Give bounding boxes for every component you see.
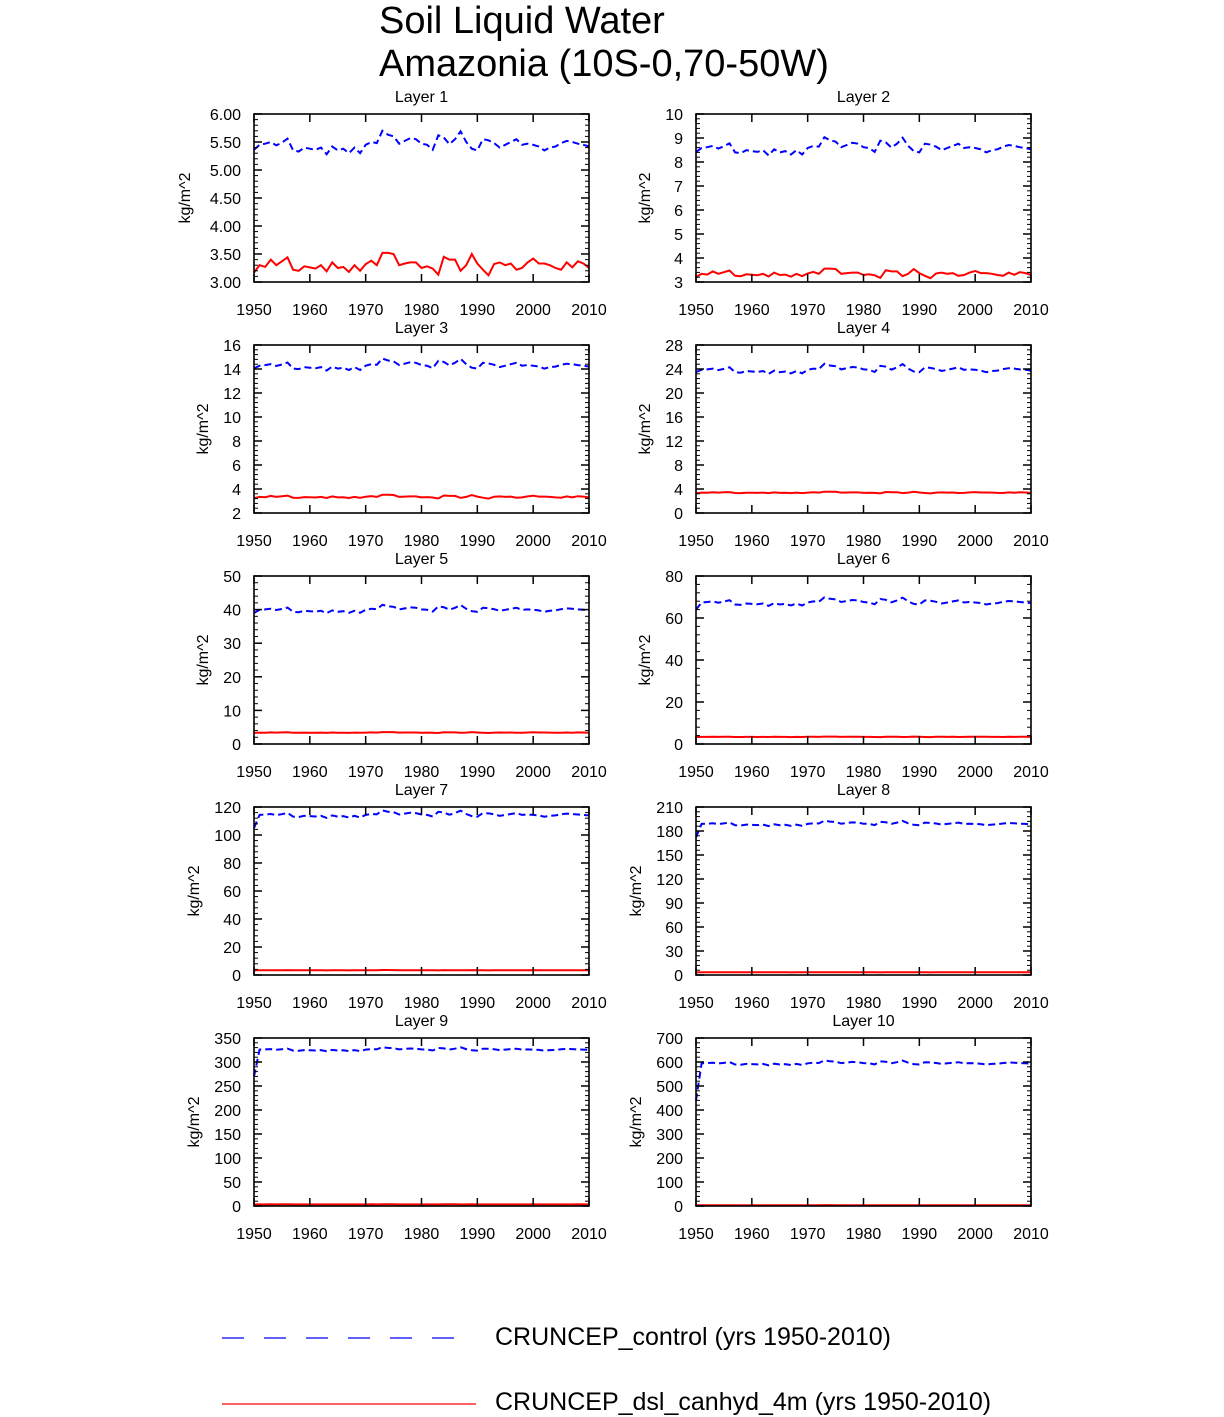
panel-1	[177, 89, 607, 319]
plot-frame	[696, 114, 1031, 282]
y-tick-label: 80	[665, 569, 683, 586]
x-tick-label: 1950	[678, 1226, 714, 1243]
y-tick-label: 0	[674, 968, 683, 985]
y-tick-label: 10	[665, 107, 683, 124]
plot-frame	[254, 345, 589, 513]
panel-7	[186, 782, 607, 1012]
x-tick-label: 2000	[515, 533, 551, 550]
x-tick-label: 1970	[347, 1226, 384, 1243]
panel-9	[186, 1013, 607, 1243]
series-dsl-line	[254, 495, 589, 499]
y-tick-label: 40	[223, 602, 241, 620]
y-tick-label: 3.50	[209, 247, 241, 264]
y-tick-label: 16	[665, 410, 683, 427]
x-tick-label: 2010	[1013, 764, 1049, 781]
y-tick-label: 12	[665, 434, 683, 451]
y-tick-label: 200	[214, 1103, 241, 1120]
y-tick-label: 50	[223, 1175, 241, 1192]
panel-title: Layer 9	[394, 1013, 449, 1030]
plot-frame	[254, 1038, 589, 1206]
y-tick-label: 100	[214, 828, 241, 845]
x-tick-label: 2000	[515, 302, 551, 319]
panel-title: Layer 3	[394, 320, 449, 337]
y-tick-label: 120	[656, 872, 683, 889]
y-tick-label: 80	[223, 856, 241, 873]
y-tick-label: 5	[674, 227, 683, 244]
y-tick-label: 30	[223, 636, 241, 654]
y-tick-label: 3.00	[209, 275, 241, 292]
x-tick-label: 2010	[571, 1226, 607, 1243]
x-tick-label: 2010	[571, 533, 607, 550]
y-tick-label: 300	[214, 1055, 241, 1072]
x-tick-label: 2000	[515, 1226, 551, 1243]
y-tick-label: 350	[214, 1031, 241, 1048]
y-tick-label: 10	[223, 703, 241, 721]
x-tick-label: 1970	[789, 302, 826, 319]
y-tick-label: 20	[665, 695, 683, 712]
x-tick-label: 1960	[292, 533, 328, 550]
x-tick-label: 1960	[292, 302, 328, 319]
y-tick-label: 150	[656, 848, 683, 865]
y-tick-label: 100	[214, 1151, 241, 1168]
x-tick-label: 1960	[292, 1226, 328, 1243]
series-dsl-line	[254, 253, 589, 275]
panel-title: Layer 10	[832, 1013, 895, 1030]
series-control-line	[254, 131, 589, 155]
panel-title: Layer 5	[394, 551, 449, 568]
x-tick-label: 1950	[236, 995, 272, 1012]
y-tick-label: 90	[665, 896, 683, 913]
y-tick-label: 30	[665, 944, 683, 961]
x-tick-label: 2010	[571, 302, 607, 319]
y-tick-label: 0	[674, 737, 683, 754]
x-tick-label: 1950	[236, 302, 272, 319]
panel-4	[637, 320, 1049, 550]
x-tick-label: 2000	[957, 533, 993, 550]
y-tick-label: 60	[665, 611, 683, 628]
x-tick-label: 1960	[292, 995, 328, 1012]
y-tick-label: 4	[232, 482, 241, 499]
y-tick-label: 6	[232, 458, 241, 475]
y-tick-label: 0	[232, 737, 241, 754]
y-tick-label: 150	[214, 1127, 241, 1144]
y-axis-label: kg/m^2	[186, 1096, 203, 1148]
x-tick-label: 1980	[845, 764, 882, 781]
panel-title: Layer 8	[836, 782, 891, 799]
y-tick-label: 16	[223, 338, 241, 355]
x-tick-label: 1990	[459, 302, 496, 319]
x-tick-label: 1970	[347, 533, 384, 550]
series-control-line	[696, 1060, 1031, 1100]
series-control-line	[254, 359, 589, 371]
x-tick-label: 2000	[957, 1226, 993, 1243]
x-tick-label: 1950	[678, 302, 714, 319]
series-dsl-line	[254, 732, 589, 733]
x-tick-label: 1960	[734, 302, 770, 319]
panel-title: Layer 7	[394, 782, 449, 799]
y-axis-label: kg/m^2	[637, 403, 654, 455]
series-control-line	[254, 1047, 589, 1076]
x-tick-label: 2000	[957, 764, 993, 781]
y-tick-label: 6	[674, 203, 683, 220]
y-tick-label: 50	[223, 569, 241, 586]
series-dsl-line	[696, 492, 1031, 494]
panel-5	[195, 551, 607, 781]
x-tick-label: 1980	[403, 995, 440, 1012]
x-tick-label: 1960	[734, 533, 770, 550]
y-tick-label: 0	[674, 506, 683, 523]
x-tick-label: 2010	[1013, 1226, 1049, 1243]
y-tick-label: 7	[674, 179, 683, 196]
y-tick-label: 40	[665, 653, 683, 670]
y-axis-label: kg/m^2	[628, 1096, 645, 1148]
plot-frame	[254, 807, 589, 975]
y-tick-label: 120	[214, 800, 241, 817]
y-tick-label: 28	[665, 338, 683, 355]
y-tick-label: 250	[214, 1079, 241, 1096]
x-tick-label: 1980	[845, 995, 882, 1012]
y-tick-label: 3	[674, 275, 683, 292]
x-tick-label: 1950	[678, 764, 714, 781]
x-tick-label: 1990	[459, 1226, 496, 1243]
y-tick-label: 60	[223, 884, 241, 901]
y-axis-label: kg/m^2	[628, 865, 645, 917]
x-tick-label: 1960	[292, 764, 328, 781]
x-tick-label: 1990	[901, 533, 938, 550]
plot-frame	[254, 576, 589, 744]
x-tick-label: 1950	[678, 533, 714, 550]
x-tick-label: 2000	[957, 995, 993, 1012]
y-tick-label: 20	[665, 386, 683, 403]
x-tick-label: 1980	[403, 533, 440, 550]
y-tick-label: 24	[665, 362, 683, 379]
series-control-line	[254, 605, 589, 613]
x-tick-label: 1970	[789, 995, 826, 1012]
y-tick-label: 180	[656, 824, 683, 841]
x-tick-label: 1990	[459, 764, 496, 781]
x-tick-label: 1990	[901, 995, 938, 1012]
y-tick-label: 4	[674, 251, 683, 268]
x-tick-label: 1960	[734, 995, 770, 1012]
x-tick-label: 1970	[789, 533, 826, 550]
y-tick-label: 4.50	[209, 191, 241, 208]
panel-title: Layer 4	[836, 320, 891, 337]
plot-frame	[254, 114, 589, 282]
x-tick-label: 1990	[901, 302, 938, 319]
panel-title: Layer 6	[836, 551, 891, 568]
y-tick-label: 20	[223, 940, 241, 957]
y-axis-label: kg/m^2	[195, 634, 212, 686]
x-tick-label: 1970	[347, 995, 384, 1012]
y-tick-label: 200	[656, 1151, 683, 1168]
chart-subtitle: Amazonia (10S-0,70-50W)	[379, 43, 829, 85]
x-tick-label: 1970	[347, 302, 384, 319]
panel-8	[628, 782, 1049, 1012]
panel-2	[637, 89, 1049, 319]
x-tick-label: 1960	[734, 1226, 770, 1243]
y-axis-label: kg/m^2	[177, 172, 194, 224]
x-tick-label: 1980	[845, 1226, 882, 1243]
x-tick-label: 1950	[236, 764, 272, 781]
x-tick-label: 1950	[236, 533, 272, 550]
panel-title: Layer 1	[394, 89, 449, 106]
x-tick-label: 1970	[789, 764, 826, 781]
y-tick-label: 40	[223, 912, 241, 929]
x-tick-label: 1980	[403, 764, 440, 781]
x-tick-label: 1950	[678, 995, 714, 1012]
y-tick-label: 400	[656, 1103, 683, 1120]
y-tick-label: 100	[656, 1175, 683, 1192]
x-tick-label: 1980	[845, 533, 882, 550]
x-tick-label: 1970	[347, 764, 384, 781]
x-tick-label: 2010	[1013, 533, 1049, 550]
x-tick-label: 1950	[236, 1226, 272, 1243]
x-tick-label: 2010	[1013, 302, 1049, 319]
panel-3	[195, 320, 607, 550]
x-tick-label: 1980	[403, 1226, 440, 1243]
x-tick-label: 1980	[845, 302, 882, 319]
y-tick-label: 500	[656, 1079, 683, 1096]
series-control-line	[696, 597, 1031, 609]
x-tick-label: 1990	[901, 764, 938, 781]
x-tick-label: 2010	[571, 995, 607, 1012]
y-tick-label: 6.00	[209, 107, 241, 124]
y-tick-label: 8	[232, 434, 241, 451]
y-axis-label: kg/m^2	[186, 865, 203, 917]
y-tick-label: 210	[656, 800, 683, 817]
x-tick-label: 2000	[515, 764, 551, 781]
plot-frame	[696, 807, 1031, 975]
chart-title: Soil Liquid Water	[379, 0, 665, 42]
y-tick-label: 10	[223, 410, 241, 427]
panel-title: Layer 2	[836, 89, 891, 106]
x-tick-label: 1970	[789, 1226, 826, 1243]
x-tick-label: 1990	[459, 533, 496, 550]
y-tick-label: 14	[223, 362, 241, 379]
y-tick-label: 0	[232, 1199, 241, 1216]
x-tick-label: 2010	[571, 764, 607, 781]
y-tick-label: 20	[223, 669, 241, 687]
y-tick-label: 600	[656, 1055, 683, 1072]
series-control-line	[696, 137, 1031, 155]
y-tick-label: 700	[656, 1031, 683, 1048]
x-tick-label: 1960	[734, 764, 770, 781]
y-axis-label: kg/m^2	[637, 172, 654, 224]
y-tick-label: 0	[674, 1199, 683, 1216]
panel-6	[637, 551, 1049, 781]
y-tick-label: 300	[656, 1127, 683, 1144]
y-tick-label: 8	[674, 155, 683, 172]
y-tick-label: 4.00	[209, 219, 241, 236]
x-tick-label: 1990	[901, 1226, 938, 1243]
y-tick-label: 12	[223, 386, 241, 403]
series-control-line	[696, 821, 1031, 838]
y-tick-label: 0	[232, 968, 241, 985]
legend-label-dsl: CRUNCEP_dsl_canhyd_4m (yrs 1950-2010)	[495, 1388, 992, 1416]
x-tick-label: 2010	[1013, 995, 1049, 1012]
legend-label-control: CRUNCEP_control (yrs 1950-2010)	[495, 1323, 891, 1351]
y-tick-label: 8	[674, 458, 683, 475]
y-axis-label: kg/m^2	[637, 634, 654, 686]
y-tick-label: 5.50	[209, 135, 241, 152]
y-tick-label: 5.00	[209, 163, 241, 180]
y-tick-label: 4	[674, 482, 683, 499]
y-axis-label: kg/m^2	[195, 403, 212, 455]
x-tick-label: 1990	[459, 995, 496, 1012]
x-tick-label: 2000	[515, 995, 551, 1012]
panel-10	[628, 1013, 1049, 1243]
series-control-line	[696, 364, 1031, 374]
legend	[222, 1338, 476, 1404]
x-tick-label: 2000	[957, 302, 993, 319]
x-tick-label: 1980	[403, 302, 440, 319]
y-tick-label: 2	[232, 506, 241, 523]
y-tick-label: 9	[674, 131, 683, 148]
y-tick-label: 60	[665, 920, 683, 937]
